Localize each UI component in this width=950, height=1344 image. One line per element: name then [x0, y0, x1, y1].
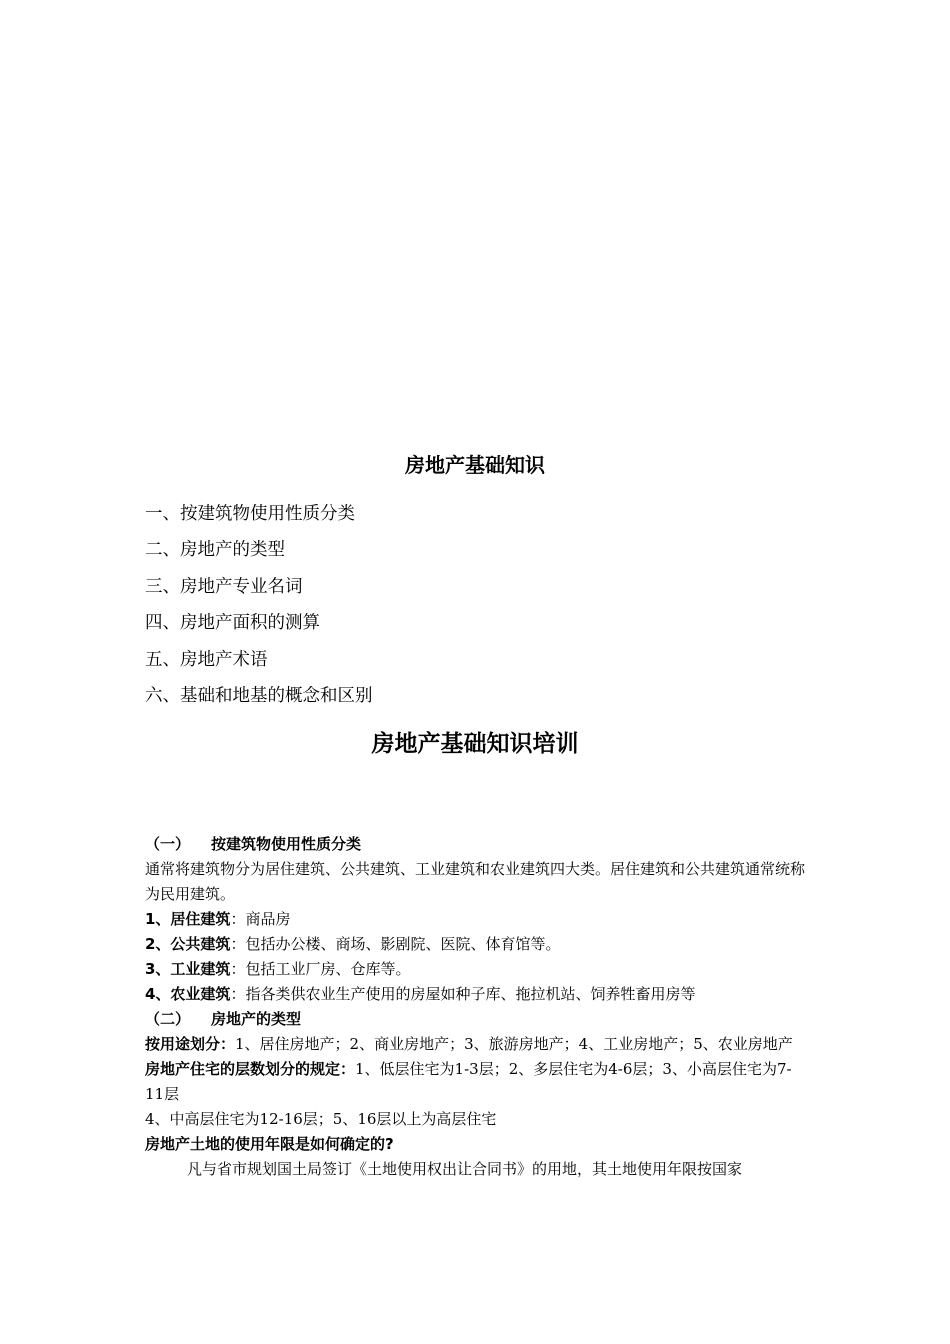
section-heading: [145, 832, 807, 857]
toc-item: 五、房地产术语: [145, 649, 268, 670]
section-number: （一）: [145, 835, 191, 853]
paragraph: 凡与省市规划国土局签订《土地使用权出让合同书》的用地，其土地使用年限按国家: [187, 1160, 743, 1178]
body-text: [145, 832, 807, 1182]
item-text: ：包括工业厂房、仓库等。: [230, 960, 411, 978]
paragraph: 通常将建筑物分为居住建筑、公共建筑、工业建筑和农业建筑四大类。居住建筑和公共建筑通常统称为民用建筑。: [145, 860, 806, 903]
land-question: 房地产土地的使用年限是如何确定的?: [145, 1135, 394, 1153]
item-label: 2、公共建筑: [145, 935, 231, 953]
list-item: [145, 957, 807, 982]
paragraph: [145, 1057, 807, 1107]
paragraph: 4、中高层住宅为12-16层；5、16层以上为高层住宅: [145, 1110, 497, 1128]
section-title: 房地产的类型: [211, 1010, 302, 1028]
list-item: [145, 907, 807, 932]
item-label: 1、居住建筑: [145, 910, 231, 928]
section-number: （二）: [145, 1010, 191, 1028]
usage-label: 按用途划分：: [145, 1035, 236, 1053]
table-of-contents: [145, 498, 373, 716]
list-item: [145, 932, 807, 957]
floors-label: 房地产住宅的层数划分的规定：: [145, 1060, 356, 1078]
toc-item: 四、房地产面积的测算: [145, 613, 320, 634]
list-item: [145, 982, 807, 1007]
floors-text: 1、低层住宅为1-3层；2、多层住宅为4-6层；3、小高层住宅为7-11层: [145, 1060, 792, 1103]
item-text: ：包括办公楼、商场、影剧院、医院、体育馆等。: [230, 935, 561, 953]
toc-item: 三、房地产专业名词: [145, 576, 303, 597]
toc-item: 二、房地产的类型: [145, 540, 285, 561]
document-title: 房地产基础知识: [405, 453, 545, 477]
item-label: 4、农业建筑: [145, 985, 231, 1003]
toc-item: 一、按建筑物使用性质分类: [145, 504, 355, 524]
section-title: 按建筑物使用性质分类: [211, 835, 362, 853]
section-heading: [145, 1007, 807, 1032]
main-title: 房地产基础知识培训: [371, 731, 579, 757]
paragraph: [145, 1032, 807, 1057]
item-text: ：商品房: [230, 910, 291, 928]
usage-text: 1、居住房地产；2、商业房地产；3、旅游房地产；4、工业房地产；5、农业房地产: [235, 1035, 793, 1053]
toc-item: 六、基础和地基的概念和区别: [145, 685, 373, 706]
item-text: ：指各类供农业生产使用的房屋如种子库、拖拉机站、饲养牲畜用房等: [230, 985, 696, 1003]
item-label: 3、工业建筑: [145, 960, 231, 978]
